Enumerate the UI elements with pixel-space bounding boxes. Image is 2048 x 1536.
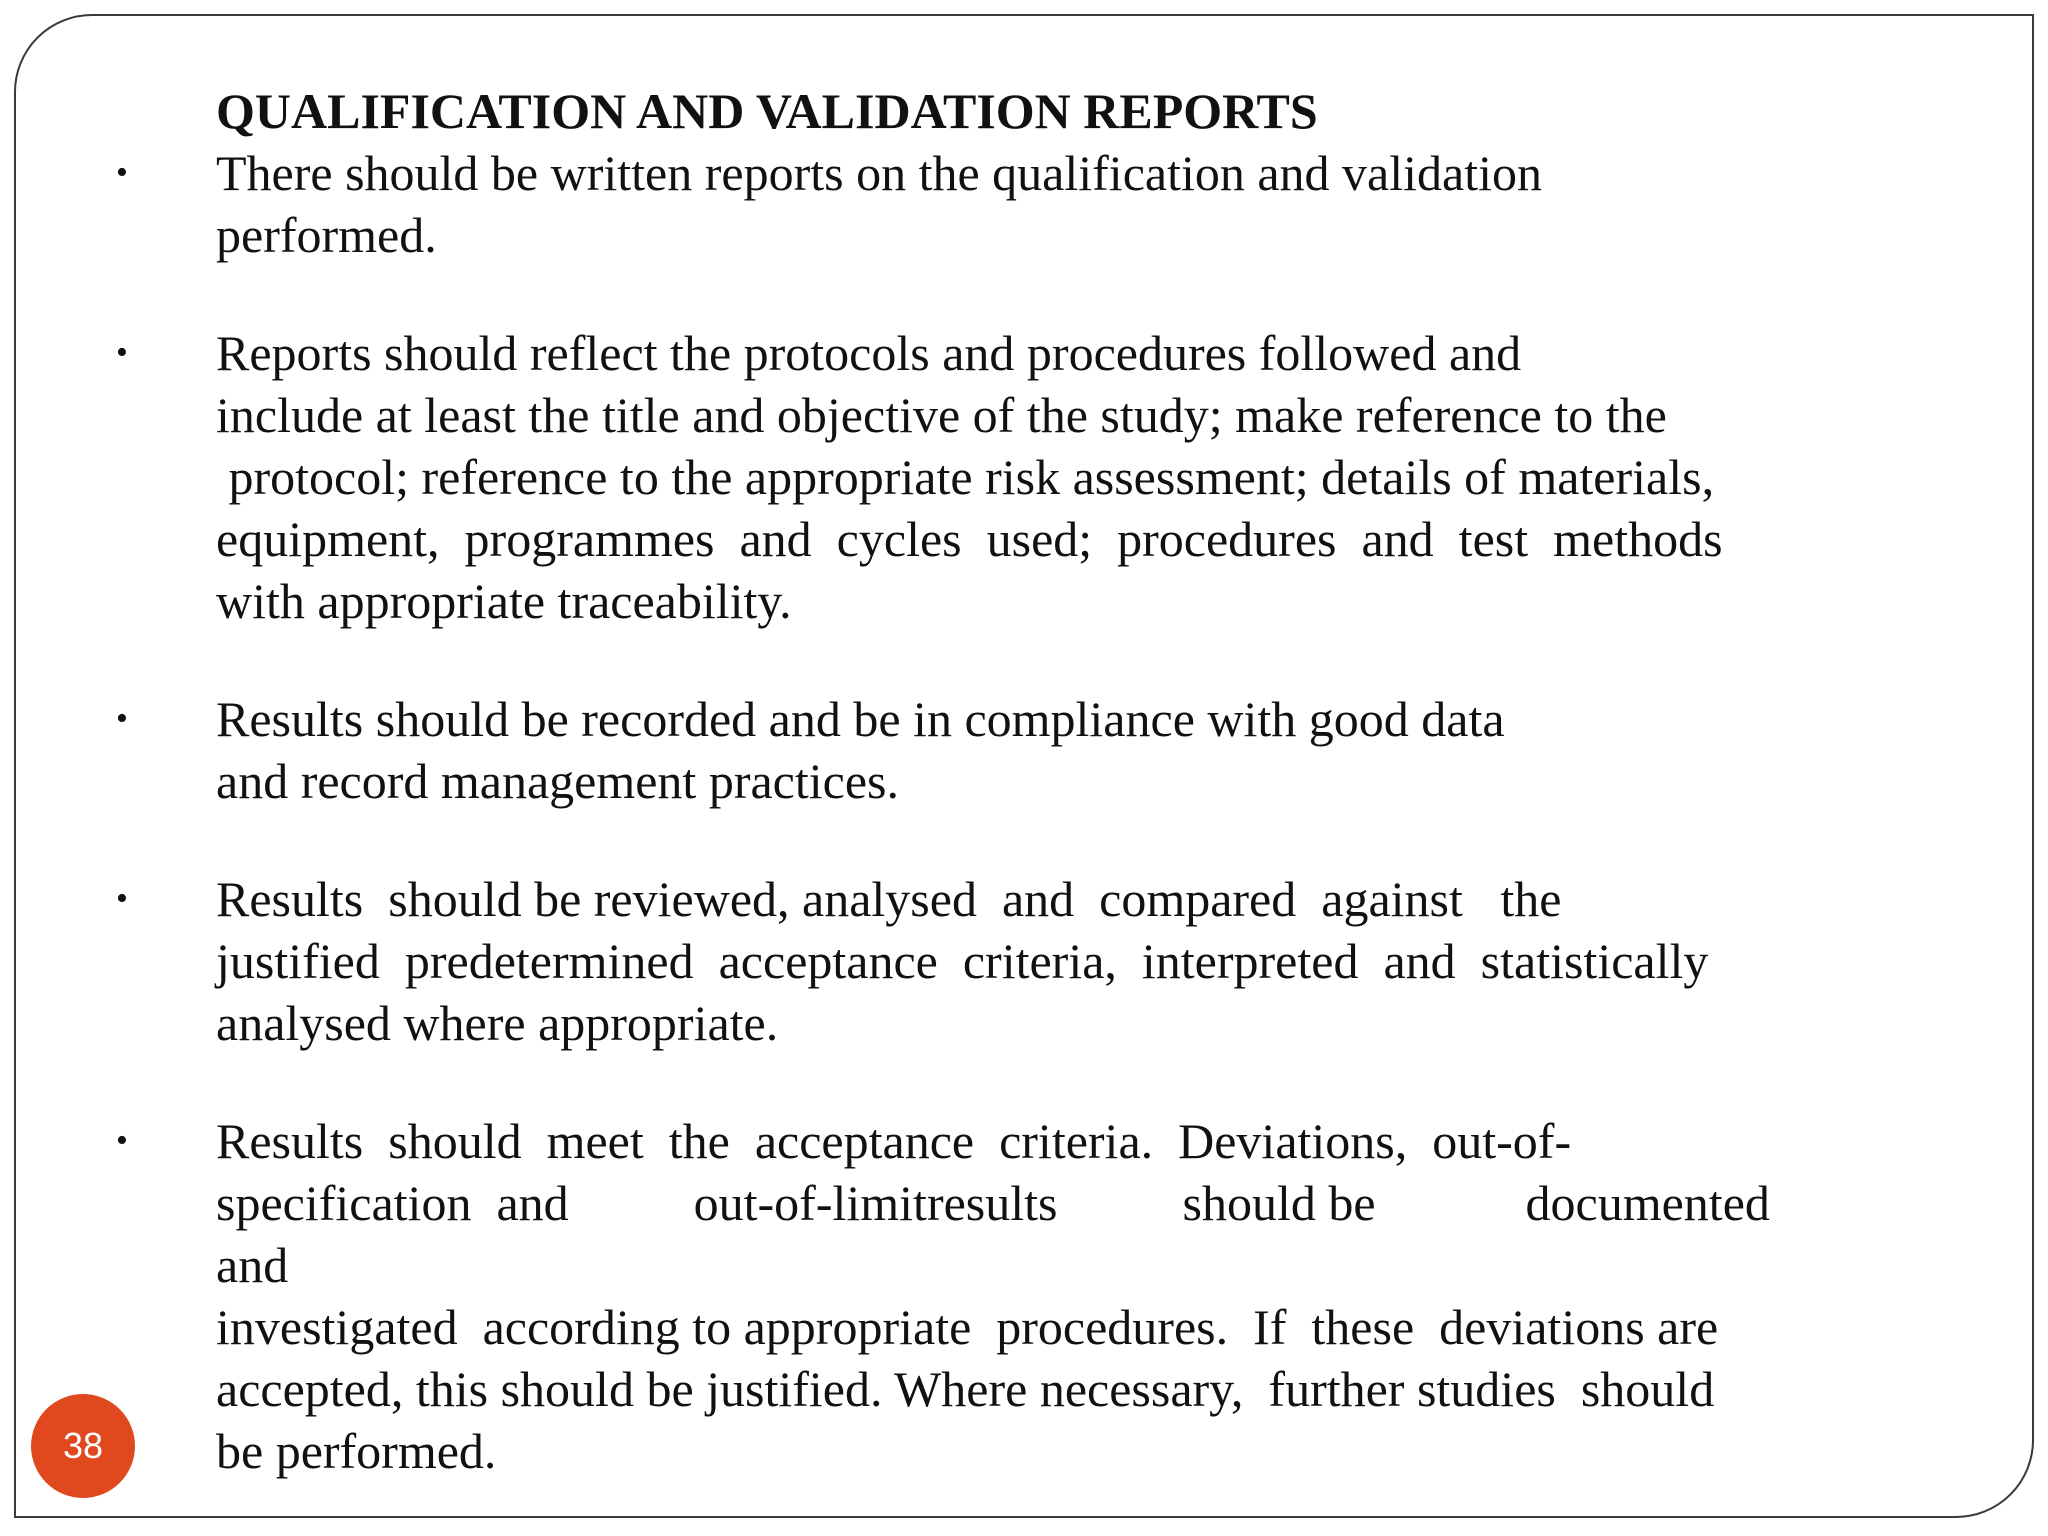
bullet-icon: •: [116, 880, 128, 917]
bullet-text-line: accepted, this should be justified. Where necessary, further studies should: [216, 1361, 1715, 1417]
bullet-results-reviewed: [116, 868, 1816, 1054]
page-number: 38: [62, 1425, 104, 1466]
bullet-icon: •: [116, 1122, 128, 1159]
bullet-written-reports: [116, 142, 1816, 266]
bullet-text-line: analysed where appropriate.: [216, 995, 779, 1051]
bullet-icon: •: [116, 334, 128, 371]
bullet-text-line: specification and out-of-limitresults should be documented: [216, 1175, 1770, 1231]
page-number-badge: [31, 1394, 135, 1498]
bullet-text-line: performed.: [216, 207, 437, 263]
slide-content: [116, 80, 1816, 1482]
bullet-text-line: Results should be reviewed, analysed and compared against the: [216, 871, 1562, 927]
bullet-icon: •: [116, 700, 128, 737]
bullet-results-recorded: [116, 688, 1816, 812]
bullet-text-line: There should be written reports on the qualification and validation: [216, 145, 1543, 201]
bullet-text-line: include at least the title and objective of the study; make reference to the: [216, 387, 1667, 443]
bullet-list: [116, 142, 1816, 1482]
bullet-text-line: and record management practices.: [216, 753, 899, 809]
bullet-text-line: and: [216, 1237, 289, 1293]
bullet-text-line: with appropriate traceability.: [216, 573, 792, 629]
bullet-report-contents: [116, 322, 1816, 632]
bullet-text-line: Results should meet the acceptance criteria. Deviations, out-of-: [216, 1113, 1572, 1169]
bullet-text-line: justified predetermined acceptance criteria, interpreted and statistically: [216, 933, 1709, 989]
slide-title: QUALIFICATION AND VALIDATION REPORTS: [216, 83, 1318, 139]
bullet-text-line: investigated according to appropriate procedures. If these deviations are: [216, 1299, 1719, 1355]
bullet-text-line: equipment, programmes and cycles used; procedures and test methods: [216, 511, 1723, 567]
bullet-text-line: Reports should reflect the protocols and procedures followed and: [216, 325, 1522, 381]
bullet-text-line: be performed.: [216, 1423, 497, 1479]
bullet-acceptance-criteria: [116, 1110, 1816, 1482]
bullet-text-line: Results should be recorded and be in compliance with good data: [216, 691, 1505, 747]
bullet-text-line: protocol; reference to the appropriate risk assessment; details of materials,: [216, 449, 1715, 505]
bullet-icon: •: [116, 154, 128, 191]
